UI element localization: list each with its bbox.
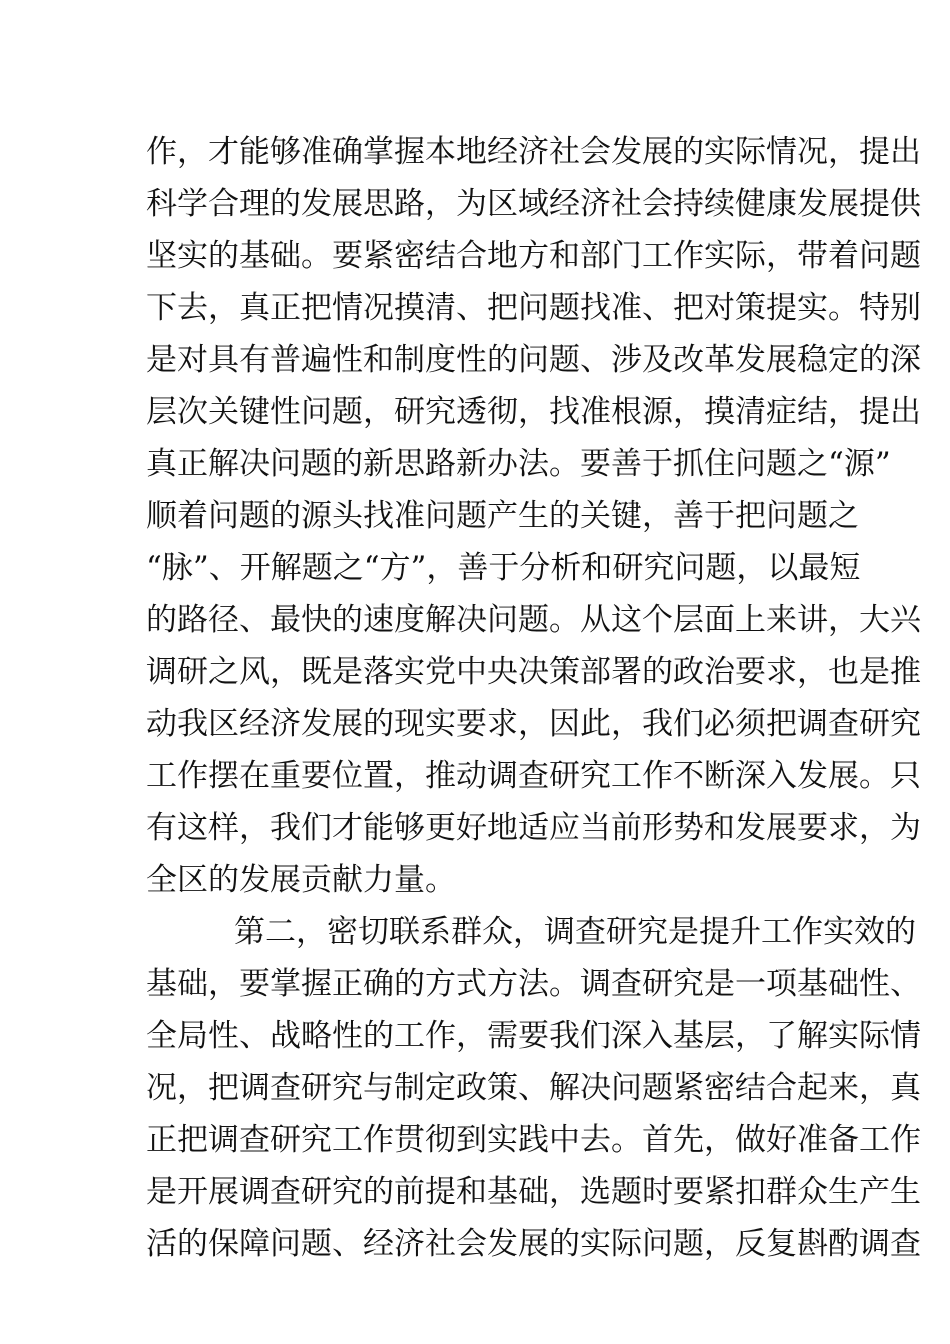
text-line: 全区的发展贡献力量。 — [146, 862, 456, 898]
text-line: 况，把调查研究与制定政策、解决问题紧密结合起来，真 — [146, 1070, 921, 1106]
text-line: 有这样，我们才能够更好地适应当前形势和发展要求，为 — [146, 810, 921, 846]
text-line: 活的保障问题、经济社会发展的实际问题，反复斟酌调查 — [146, 1226, 921, 1262]
text-line: 工作摆在重要位置，推动调查研究工作不断深入发展。只 — [146, 758, 921, 794]
text-line: 是开展调查研究的前提和基础，选题时要紧扣群众生产生 — [146, 1174, 921, 1210]
text-line: 是对具有普遍性和制度性的问题、涉及改革发展稳定的深 — [146, 342, 921, 378]
paragraph-1 — [146, 126, 921, 906]
paragraph-2 — [146, 906, 921, 1270]
text-line: 动我区经济发展的现实要求，因此，我们必须把调查研究 — [146, 706, 921, 742]
text-line: 坚实的基础。要紧密结合地方和部门工作实际，带着问题 — [146, 238, 921, 274]
text-line: 正把调查研究工作贯彻到实践中去。首先，做好准备工作 — [146, 1122, 921, 1158]
text-line: 下去，真正把情况摸清、把问题找准、把对策提实。特别 — [146, 290, 921, 326]
text-line: 调研之风，既是落实党中央决策部署的政治要求，也是推 — [146, 654, 921, 690]
text-line: 基础，要掌握正确的方式方法。调查研究是一项基础性、 — [146, 966, 921, 1002]
text-line: 全局性、战略性的工作，需要我们深入基层，了解实际情 — [146, 1018, 921, 1054]
text-line: 科学合理的发展思路，为区域经济社会持续健康发展提供 — [146, 186, 921, 222]
document-body — [146, 126, 921, 1270]
text-line: 第二，密切联系群众，调查研究是提升工作实效的 — [234, 914, 916, 950]
text-line: 层次关键性问题，研究透彻，找准根源，摸清症结，提出 — [146, 394, 921, 430]
text-line: 的路径、最快的速度解决问题。从这个层面上来讲，大兴 — [146, 602, 921, 638]
text-line: “脉”、开解题之“方”，善于分析和研究问题，以最短 — [146, 550, 861, 586]
text-line: 作，才能够准确掌握本地经济社会发展的实际情况，提出 — [146, 134, 921, 170]
text-line: 真正解决问题的新思路新办法。要善于抓住问题之“源” — [146, 446, 891, 482]
text-line: 顺着问题的源头找准问题产生的关键，善于把问题之 — [146, 498, 859, 534]
